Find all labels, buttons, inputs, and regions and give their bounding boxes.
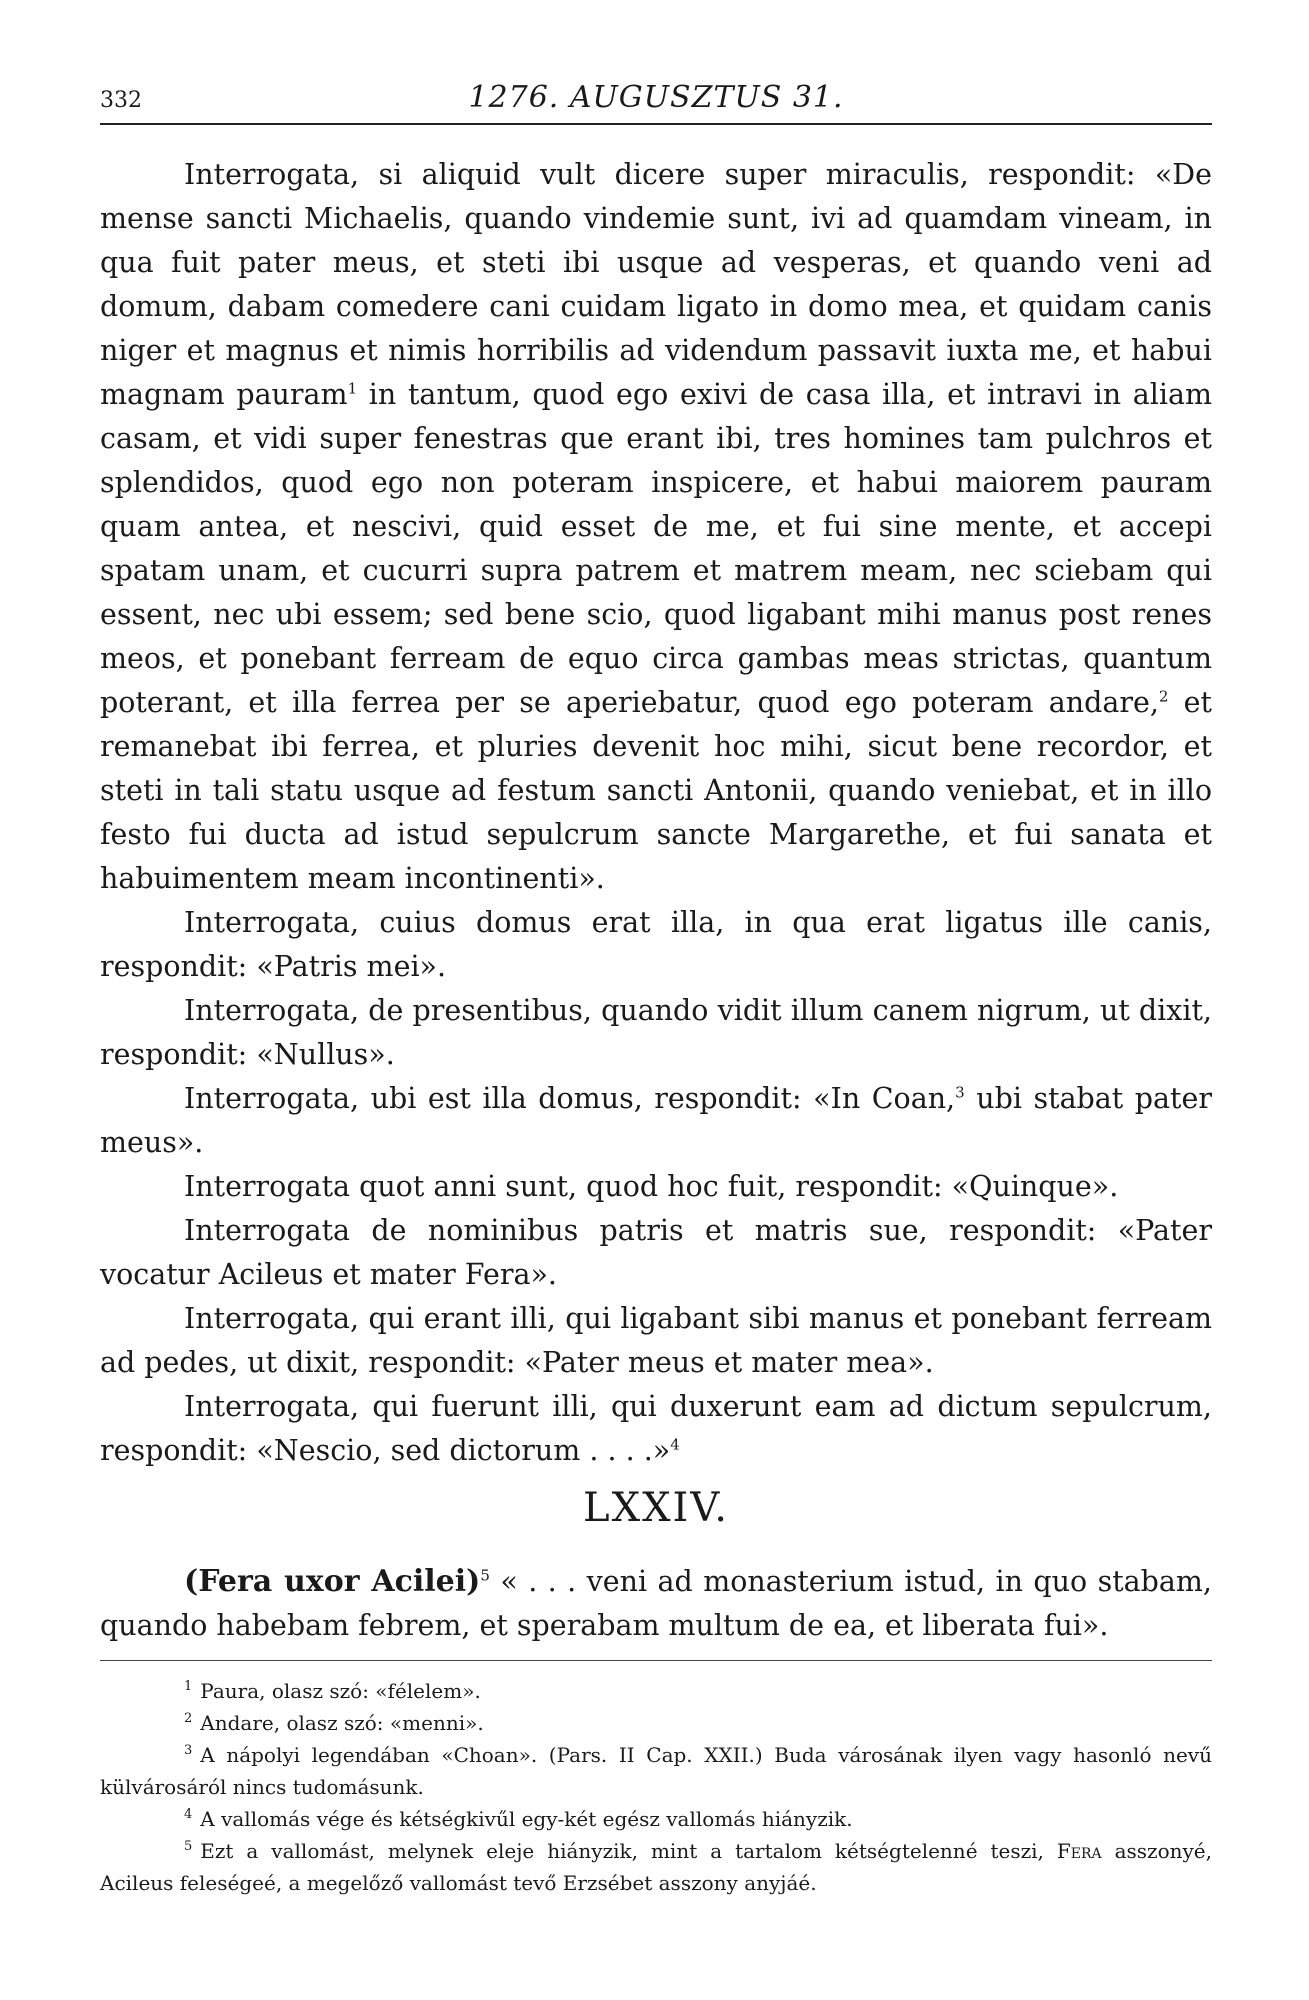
paragraph: Interrogata, qui fuerunt illi, qui duxerunt eam ad dictum sepulcrum, respondit: «Nescio, sed dictorum . . . .»$^4$: [100, 1390, 1212, 1467]
footnote: $^4$ A vallomás vége és kétségkivűl egy-két egész vallomás hiányzik.: [184, 1807, 853, 1831]
footnote-ref: 5: [480, 1566, 490, 1585]
header-rule: [100, 123, 1212, 125]
footnote-rule: [100, 1660, 1212, 1661]
paragraph: (Fera uxor Acilei)$^5$ « . . . veni ad monasterium istud, in quo stabam, quando habebam febrem, et sperabam multum de ea, et liberata fui».: [100, 1564, 1212, 1642]
footnote-ref: 4: [670, 1435, 680, 1454]
paragraph: Interrogata, ubi est illa domus, respondit: «In Coan,$^3$ ubi stabat pater meus».: [100, 1082, 1212, 1159]
running-title: 1276. AUGUSZTUS 31.: [468, 80, 844, 115]
section-text: [100, 1560, 1212, 1648]
page-header: [100, 80, 1212, 120]
footnote-ref: 1: [347, 379, 358, 398]
paragraph: Interrogata quot anni sunt, quod hoc fuit, respondit: «Quinque».: [184, 1170, 1119, 1203]
footnote-ref: 2: [1158, 687, 1169, 706]
footnotes: [100, 1675, 1212, 1899]
footnote: $^1$ Paura, olasz szó: «félelem».: [184, 1679, 481, 1703]
paragraph: Interrogata, qui erant illi, qui ligabant sibi manus et ponebant ferream ad pedes, ut dixit, respondit: «Pater meus et mater mea».: [100, 1302, 1212, 1379]
paragraph: Interrogata de nominibus patris et matris sue, respondit: «Pater vocatur Acileus et mater Fera».: [100, 1214, 1212, 1291]
page-number: 332: [100, 88, 142, 113]
paragraph: Interrogata, cuius domus erat illa, in qua erat ligatus ille canis, respondit: «Patris mei».: [100, 906, 1212, 983]
section-title: LXXIV.: [583, 1485, 729, 1531]
footnote: $^2$ Andare, olasz szó: «menni».: [184, 1711, 484, 1735]
main-text: [100, 153, 1212, 1473]
footnote: $^3$ A nápolyi legendában «Choan». (Pars. II Cap. XXII.) Buda városának ilyen vagy hasonló nevű külvárosáról nincs tudomásunk.: [100, 1743, 1212, 1799]
paragraph: Interrogata, si aliquid vult dicere super miraculis, respondit: «De mense sancti Michaelis, quando vindemie sunt, ivi ad quamdam vineam, in qua fuit pater meus, et steti ibi usque ad vesperas, et quando veni ad domum, dabam comedere cani cuidam ligato in domo mea, et quidam canis niger et magnus et nimis horribilis ad videndum passavit iuxta me, et habui magnam pauram$^1$ in tantum, quod ego exivi de casa illa, et intravi in aliam casam, et vidi super fenestras que erant ibi, tres homines tam pulchros et splendidos, quod ego non poteram inspicere, et habui maiorem pauram quam antea, et nescivi, quid esset de me, et fui sine mente, et accepi spatam unam, et cucurri supra patrem et matrem meam, nec sciebam qui essent, nec ubi essem; sed bene scio, quod ligabant mihi manus post renes meos, et ponebant ferream de equo circa gambas meas strictas, quantum poterant, et illa ferrea per se aperiebatur, quod ego poteram andare,$^2$ et remanebat ibi ferrea, et pluries devenit hoc mihi, sicut bene recordor, et steti in tali statu usque ad festum sancti Antonii, quando veniebat, et in illo festo fui ducta ad istud sepulcrum sancte Margarethe, et fui sanata et habuimentem meam incontinenti».: [100, 158, 1212, 895]
footnote: $^5$ Ezt a vallomást, melynek eleje hiányzik, mint a tartalom kétségtelenné teszi, Fera asszonyé, Acileus feleségeé, a megelőző vallomást tevő Erzsébet asszony anyjáé.: [100, 1839, 1212, 1895]
section-lead: (Fera uxor Acilei): [184, 1564, 481, 1599]
paragraph: Interrogata, de presentibus, quando vidit illum canem nigrum, ut dixit, respondit: «Nullus».: [100, 994, 1212, 1071]
footnote-ref: 3: [955, 1083, 965, 1102]
